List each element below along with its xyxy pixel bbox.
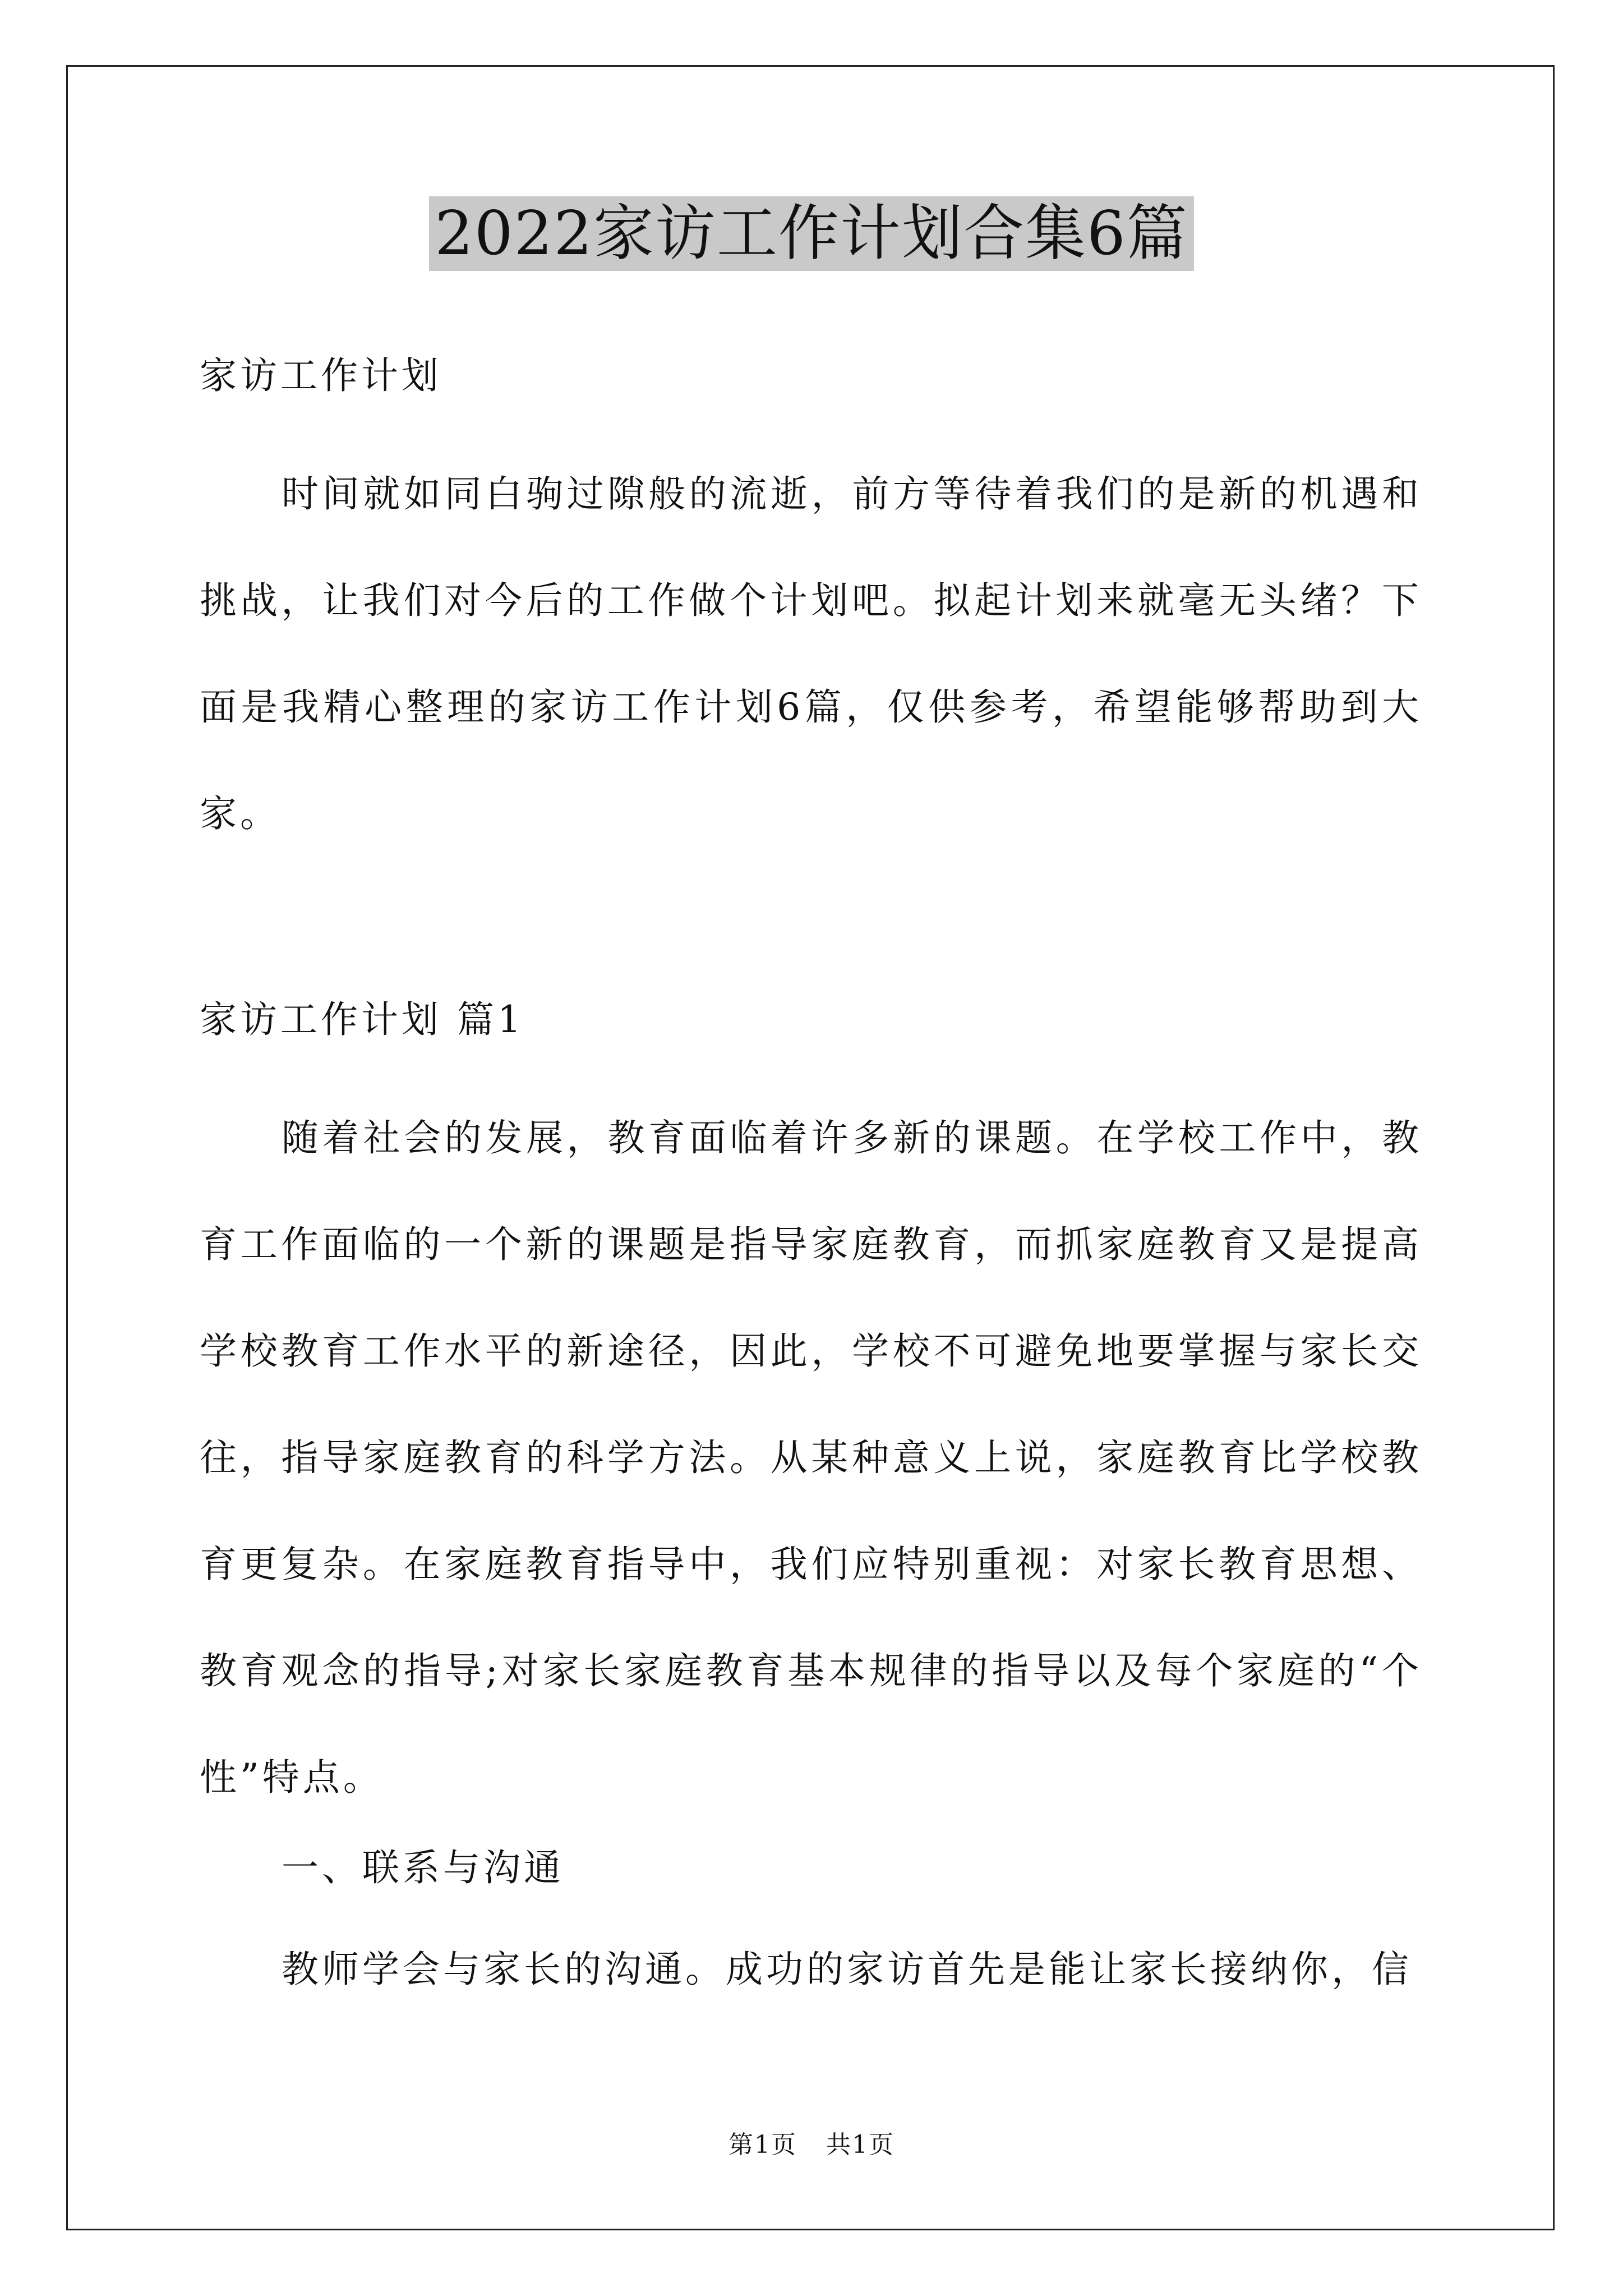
page-total: 共1页 (826, 2131, 895, 2159)
page-footer (0, 2128, 1623, 2162)
intro-heading: 家访工作计划 (200, 354, 442, 397)
subparagraph-contact: 教师学会与家长的沟通。成功的家访首先是能让家长接纳你，信 (282, 1948, 1412, 1991)
part1-paragraph: 随着社会的发展，教育面临着许多新的课题。在学校工作中，教育工作面临的一个新的课题是指导家庭教育，而抓家庭教育又是提高学校教育工作水平的新途径，因此，学校不可避免地要掌握与家长交往，指导家庭教育的科学方法。从某种意义上说，家庭教育比学校教育更复杂。在家庭教育指导中，我们应特别重视：对家长教育思想、教育观念的指导;对家长家庭教育基本规律的指导以及每个家庭的“个性”特点。 (200, 1116, 1422, 1799)
document-title (0, 197, 1623, 270)
intro-paragraph: 时间就如同白驹过隙般的流逝，前方等待着我们的是新的机遇和挑战，让我们对今后的工作做个计划吧。拟起计划来就毫无头绪？下面是我精心整理的家访工作计划6篇，仅供参考，希望能够帮助到大家。 (200, 472, 1422, 835)
part1-heading: 家访工作计划 篇1 (200, 998, 524, 1041)
subheading-contact: 一、联系与沟通 (282, 1846, 564, 1889)
page-number: 第1页 (728, 2131, 797, 2159)
title-text: 2022家访工作计划合集6篇 (429, 196, 1194, 271)
